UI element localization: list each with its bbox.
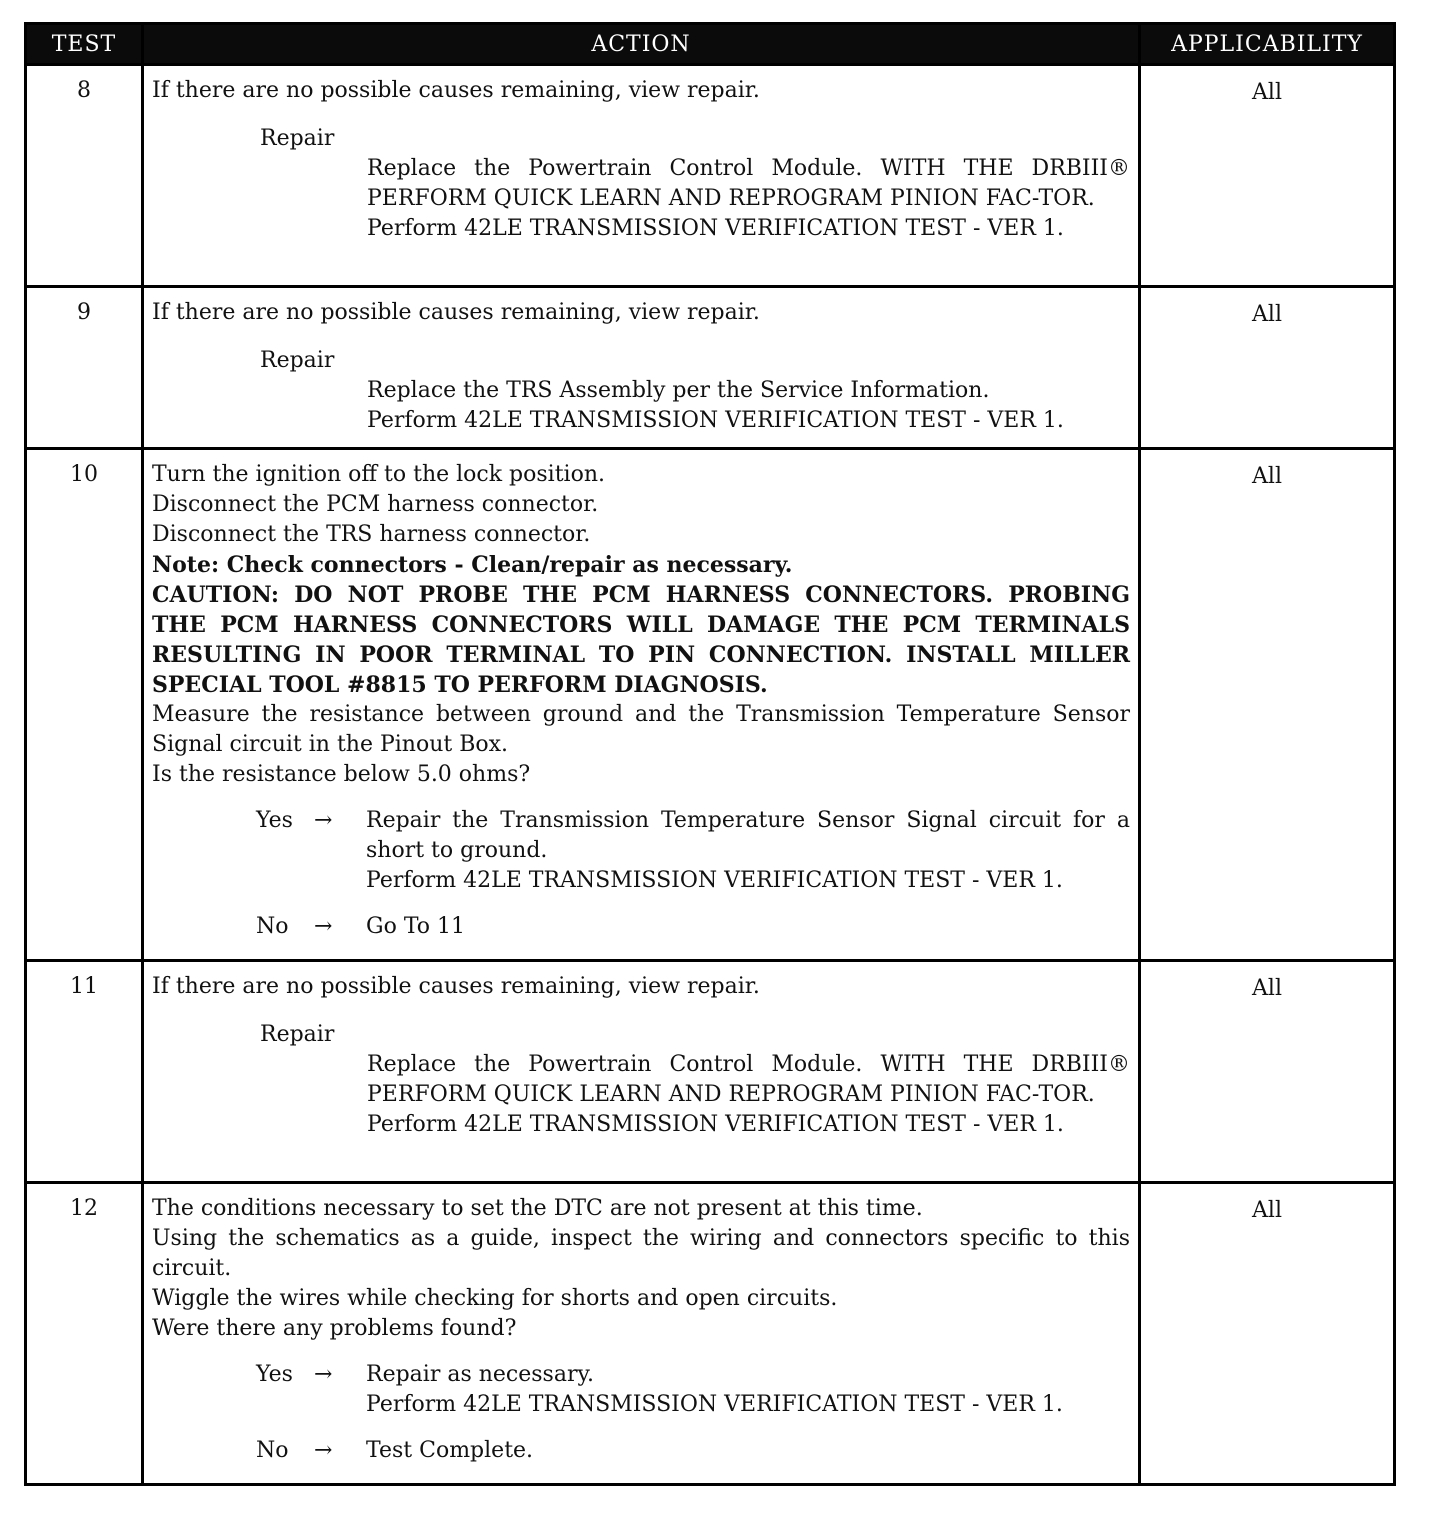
applicability-cell: All xyxy=(1140,1183,1395,1485)
applicability-cell: All xyxy=(1140,449,1395,961)
action-cell xyxy=(143,1183,1140,1485)
arrow-right-icon: → xyxy=(314,914,333,939)
repair-verification: Perform 42LE TRANSMISSION VERIFICATION TEST - VER 1. xyxy=(367,408,1064,433)
repair-instruction: Replace the TRS Assembly per the Service Information. xyxy=(367,378,990,403)
arrow-right-icon: → xyxy=(314,1438,333,1463)
action-cell xyxy=(143,961,1140,1183)
yes-verification: Perform 42LE TRANSMISSION VERIFICATION TEST - VER 1. xyxy=(366,1392,1063,1417)
diagnostic-test-table-page xyxy=(24,22,1396,1486)
question-text: Were there any problems found? xyxy=(152,1316,517,1341)
test-number: 9 xyxy=(26,287,143,449)
action-intro: If there are no possible causes remaining, view repair. xyxy=(152,300,760,325)
action-cell xyxy=(143,65,1140,287)
action-step: Turn the ignition off to the lock position. xyxy=(152,462,605,487)
applicability-cell: All xyxy=(1140,65,1395,287)
applicability-cell: All xyxy=(1140,287,1395,449)
repair-verification: Perform 42LE TRANSMISSION VERIFICATION TEST - VER 1. xyxy=(367,1112,1064,1137)
repair-verification: Perform 42LE TRANSMISSION VERIFICATION TEST - VER 1. xyxy=(367,216,1064,241)
test-number: 10 xyxy=(26,449,143,961)
repair-label: Repair xyxy=(260,348,335,373)
table-header-row xyxy=(26,24,1395,65)
yes-branch xyxy=(152,806,1130,896)
action-step: Disconnect the PCM harness connector. xyxy=(152,492,599,517)
note-text: Note: Check connectors - Clean/repair as necessary. xyxy=(152,552,793,578)
caution-text: CAUTION: DO NOT PROBE THE PCM HARNESS CONNECTORS. PROBING THE PCM HARNESS CONNECTORS WILL DAMAGE THE PCM TERMINALS RESULTING IN POOR TERMINAL TO PIN CONNECTION. INSTALL MILLER SPECIAL TOOL #8815 TO PERFORM DIAGNOSIS. xyxy=(152,582,1130,698)
measure-instruction: Measure the resistance between ground and the Transmission Temperature Sensor Signal circuit in the Pinout Box. xyxy=(152,702,1130,757)
no-label: No xyxy=(256,1438,289,1463)
header-action: ACTION xyxy=(143,24,1140,65)
test-number: 8 xyxy=(26,65,143,287)
yes-instructions xyxy=(366,1360,1130,1420)
action-step: Using the schematics as a guide, inspect the wiring and connectors specific to this circuit. xyxy=(152,1226,1130,1281)
question-text: Is the resistance below 5.0 ohms? xyxy=(152,762,531,787)
action-cell xyxy=(143,449,1140,961)
yes-branch xyxy=(152,1360,1130,1420)
test-number: 12 xyxy=(26,1183,143,1485)
action-step: Wiggle the wires while checking for shorts and open circuits. xyxy=(152,1286,838,1311)
action-cell xyxy=(143,287,1140,449)
yes-label: Yes xyxy=(256,1362,293,1387)
yes-instruction: Repair the Transmission Temperature Sensor Signal circuit for a short to ground. xyxy=(366,808,1130,863)
repair-label: Repair xyxy=(260,126,335,151)
yes-instruction: Repair as necessary. xyxy=(366,1362,594,1387)
yes-label: Yes xyxy=(256,808,293,833)
repair-instruction: Replace the Powertrain Control Module. WITH THE DRBIII® PERFORM QUICK LEARN AND REPROGRAM PINION FAC-TOR. xyxy=(367,1052,1130,1107)
arrow-right-icon: → xyxy=(314,808,333,833)
header-test: TEST xyxy=(26,24,143,65)
no-branch xyxy=(152,912,1130,942)
repair-label: Repair xyxy=(260,1022,335,1047)
action-intro: If there are no possible causes remaining, view repair. xyxy=(152,78,760,103)
applicability-cell: All xyxy=(1140,961,1395,1183)
test-number: 11 xyxy=(26,961,143,1183)
table-row xyxy=(26,65,1395,287)
table-row xyxy=(26,1183,1395,1485)
yes-instructions xyxy=(366,806,1130,896)
header-applicability: APPLICABILITY xyxy=(1140,24,1395,65)
action-step: Disconnect the TRS harness connector. xyxy=(152,522,591,547)
table-row xyxy=(26,449,1395,961)
no-instruction: Go To 11 xyxy=(366,914,466,939)
no-instruction: Test Complete. xyxy=(366,1438,534,1463)
yes-verification: Perform 42LE TRANSMISSION VERIFICATION TEST - VER 1. xyxy=(366,868,1063,893)
table-row xyxy=(26,287,1395,449)
repair-instruction: Replace the Powertrain Control Module. WITH THE DRBIII® PERFORM QUICK LEARN AND REPROGRAM PINION FAC-TOR. xyxy=(367,156,1130,211)
action-step: The conditions necessary to set the DTC are not present at this time. xyxy=(152,1196,923,1221)
action-intro: If there are no possible causes remaining, view repair. xyxy=(152,974,760,999)
no-branch xyxy=(152,1436,1130,1466)
arrow-right-icon: → xyxy=(314,1362,333,1387)
no-label: No xyxy=(256,914,289,939)
diagnostic-test-table xyxy=(24,22,1396,1486)
table-row xyxy=(26,961,1395,1183)
